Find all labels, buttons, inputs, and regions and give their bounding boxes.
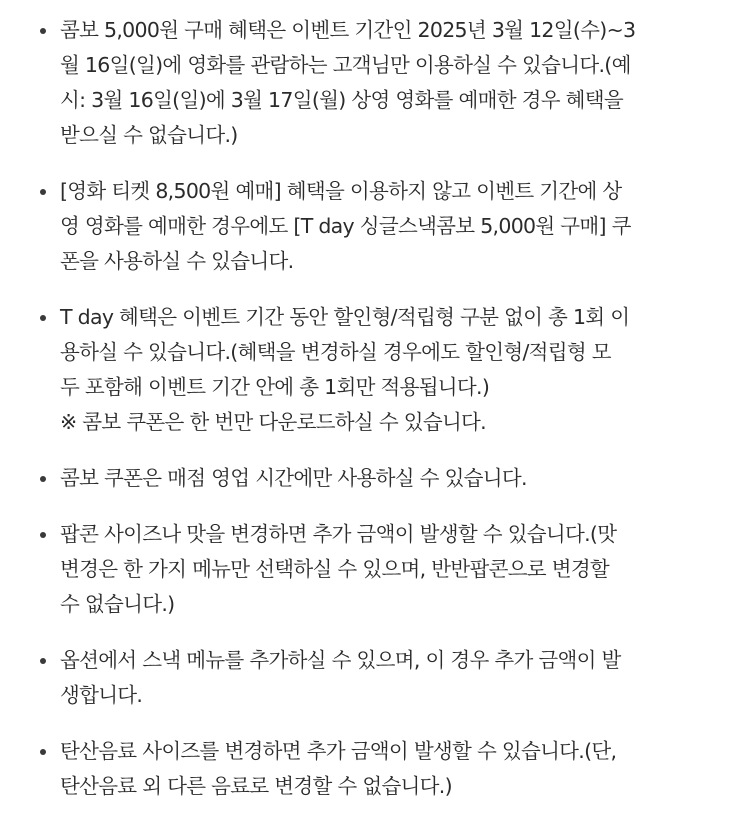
notice-text-line: 두 포함해 이벤트 기간 안에 총 1회만 적용됩니다.) — [60, 375, 490, 399]
notice-item — [38, 517, 722, 622]
notice-item — [38, 13, 722, 153]
notice-list — [38, 13, 722, 804]
bullet-icon — [40, 189, 46, 195]
bullet-icon — [40, 476, 46, 482]
notice-text-line: 용하실 수 있습니다.(혜택을 변경하실 경우에도 할인형/적립형 모 — [60, 340, 611, 364]
bullet-icon — [40, 658, 46, 664]
notice-text-line: 콤보 5,000원 구매 혜택은 이벤트 기간인 2025년 3월 12일(수)~3 — [60, 18, 636, 42]
notice-item — [38, 461, 722, 496]
notice-text-line: 변경은 한 가지 메뉴만 선택하실 수 있으며, 반반팝콘으로 변경할 — [60, 557, 610, 581]
notice-text-line: 옵션에서 스낵 메뉴를 추가하실 수 있으며, 이 경우 추가 금액이 발 — [60, 648, 621, 672]
notice-text-line: 월 16일(일)에 영화를 관람하는 고객님만 이용하실 수 있습니다.(예 — [60, 53, 631, 77]
notice-text-line: 영 영화를 예매한 경우에도 [T day 싱글스낵콤보 5,000원 구매] 쿠 — [60, 214, 631, 238]
notice-text-line: 수 없습니다.) — [60, 592, 175, 616]
bullet-icon — [40, 28, 46, 34]
bullet-icon — [40, 749, 46, 755]
notice-item — [38, 174, 722, 279]
notice-item — [38, 643, 722, 713]
notice-text-line: 폰을 사용하실 수 있습니다. — [60, 249, 294, 273]
notice-item — [38, 300, 722, 440]
notice-text-line: 콤보 쿠폰은 매점 영업 시간에만 사용하실 수 있습니다. — [60, 466, 527, 490]
notice-text-line: 탄산음료 사이즈를 변경하면 추가 금액이 발생할 수 있습니다.(단, — [60, 739, 617, 763]
bullet-icon — [40, 532, 46, 538]
notice-text-line: 받으실 수 없습니다.) — [60, 123, 238, 147]
bullet-icon — [40, 315, 46, 321]
notice-text-line: 탄산음료 외 다른 음료로 변경할 수 없습니다.) — [60, 774, 452, 798]
notice-text-line: 시: 3월 16일(일)에 3월 17일(월) 상영 영화를 예매한 경우 혜택을 — [60, 88, 623, 112]
notice-text-line: 생합니다. — [60, 683, 143, 707]
notice-text-line: 팝콘 사이즈나 맛을 변경하면 추가 금액이 발생할 수 있습니다.(맛 — [60, 522, 617, 546]
notice-text-line: [영화 티켓 8,500원 예매] 혜택을 이용하지 않고 이벤트 기간에 상 — [60, 179, 622, 203]
notice-text-line: T day 혜택은 이벤트 기간 동안 할인형/적립형 구분 없이 총 1회 이 — [60, 305, 630, 329]
notice-text-line: ※ 콤보 쿠폰은 한 번만 다운로드하실 수 있습니다. — [60, 410, 486, 434]
notice-item — [38, 734, 722, 804]
